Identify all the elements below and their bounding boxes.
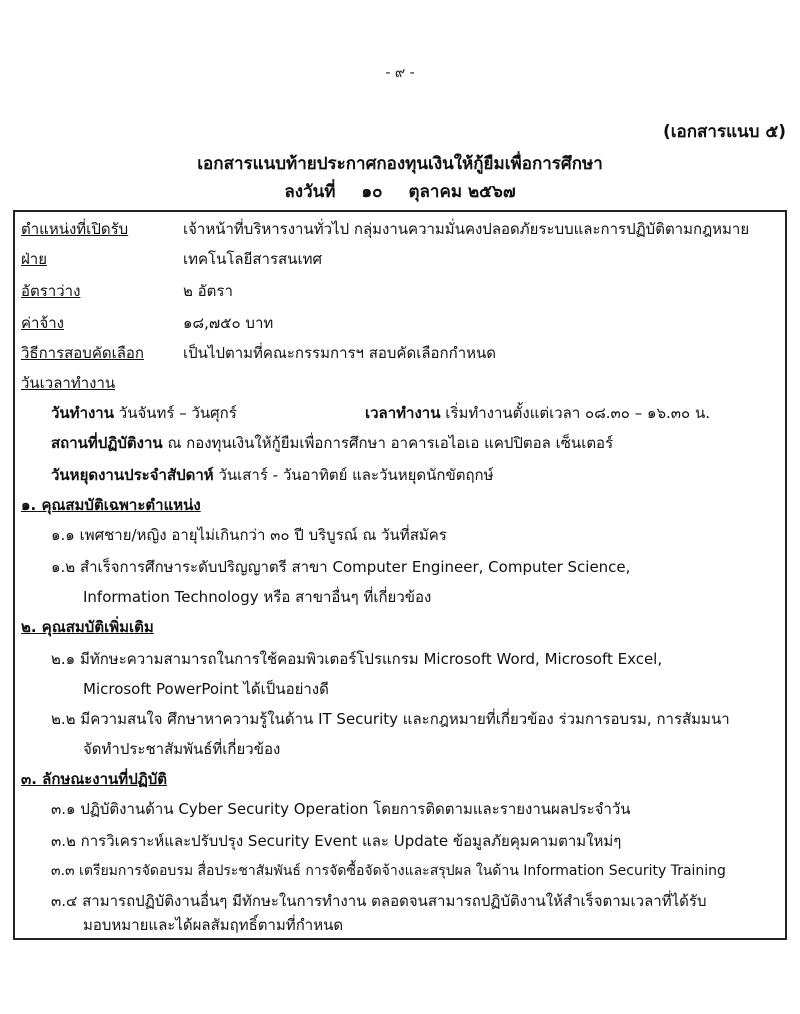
workdays-row (51, 400, 791, 426)
holiday-value: วันเสาร์ - วันอาทิตย์ และวันหยุดนักขัตฤกษ์ (218, 466, 494, 484)
section-2-item-2-cont: จัดทำประชาสัมพันธ์ที่เกี่ยวข้อง (83, 740, 281, 758)
document-date (0, 178, 800, 206)
document-title: เอกสารแนบท้ายประกาศกองทุนเงินให้กู้ยืมเพื่อการศึกษา (197, 154, 603, 174)
field-label: ตำแหน่งที่เปิดรับ (21, 220, 129, 238)
field-position (21, 216, 750, 242)
field-label: อัตราว่าง (21, 282, 81, 300)
section-3-item-4-cont: มอบหมายและได้ผลสัมฤทธิ์ตามที่กำหนด (83, 916, 344, 934)
section-3-heading: ๓. ลักษณะงานที่ปฏิบัติ (21, 770, 168, 788)
section-3-item-1: ๓.๑ ปฏิบัติงานด้าน Cyber Security Operation โดยการติดตามและรายงานผลประจำวัน (51, 800, 631, 818)
workdays-value: วันจันทร์ – วันศุกร์ (118, 404, 237, 422)
section-3-item-3: ๓.๓ เตรียมการจัดอบรม สื่อประชาสัมพันธ์ การจัดซื้อจัดจ้างและสรุปผล ในด้าน Information Security Training (51, 863, 726, 879)
worktime-value: เริ่มทำงานตั้งแต่เวลา ๐๘.๓๐ – ๑๖.๓๐ น. (445, 404, 711, 422)
section-2-item-1-cont: Microsoft PowerPoint ได้เป็นอย่างดี (83, 680, 329, 698)
section-2-item-1: ๒.๑ มีทักษะความสามารถในการใช้คอมพิวเตอร์โปรแกรม Microsoft Word, Microsoft Excel, (51, 650, 663, 668)
field-label: ฝ่าย (21, 250, 48, 268)
field-label: ค่าจ้าง (21, 314, 64, 332)
location-label: สถานที่ปฏิบัติงาน (51, 434, 163, 452)
field-value: เทคโนโลยีสารสนเทศ (183, 250, 322, 268)
worktime-label: เวลาทำงาน (365, 404, 441, 422)
date-prefix: ลงวันที่ (284, 182, 336, 202)
field-salary (21, 310, 274, 336)
page-number: - ๙ - (385, 65, 415, 81)
section-heading: วันเวลาทำงาน (21, 374, 116, 392)
working-hours-heading (21, 370, 115, 396)
section-2-heading: ๒. คุณสมบัติเพิ่มเติม (21, 618, 154, 636)
section-1-item-1: ๑.๑ เพศชาย/หญิง อายุไม่เกินกว่า ๓๐ ปี บริบูรณ์ ณ วันที่สมัคร (51, 526, 447, 544)
field-label: วิธีการสอบคัดเลือก (21, 344, 145, 362)
field-value: เป็นไปตามที่คณะกรรมการฯ สอบคัดเลือกกำหนด (183, 344, 497, 362)
job-details-box (13, 210, 787, 940)
workdays-label: วันทำงาน (51, 404, 114, 422)
field-selection-method (21, 340, 497, 366)
date-day: ๑๐ (361, 182, 383, 202)
worktime (365, 400, 710, 426)
location-row (51, 430, 613, 456)
section-3-item-2: ๓.๒ การวิเคราะห์และปรับปรุง Security Event และ Update ข้อมูลภัยคุมคามตามใหม่ๆ (51, 832, 622, 850)
field-department (21, 246, 322, 272)
field-vacancies (21, 278, 233, 304)
attachment-label: (เอกสารแนบ ๕) (662, 122, 786, 142)
date-month-year: ตุลาคม ๒๕๖๗ (408, 182, 516, 202)
section-1-item-2: ๑.๒ สำเร็จการศึกษาระดับปริญญาตรี สาขา Computer Engineer, Computer Science, (51, 558, 631, 576)
holiday-label: วันหยุดงานประจำสัปดาห์ (51, 466, 214, 484)
section-1-item-2-cont: Information Technology หรือ สาขาอื่นๆ ที่เกี่ยวข้อง (83, 588, 432, 606)
location-value: ณ กองทุนเงินให้กู้ยืมเพื่อการศึกษา อาคารเอไอเอ แคปปิตอล เซ็นเตอร์ (167, 434, 614, 452)
field-value: ๑๘,๗๕๐ บาท (183, 314, 274, 332)
section-3-item-4: ๓.๔ สามารถปฏิบัติงานอื่นๆ มีทักษะในการทำงาน ตลอดจนสามารถปฏิบัติงานให้สำเร็จตามเวลาที่ได้รับ (51, 892, 707, 910)
field-value: เจ้าหน้าที่บริหารงานทั่วไป กลุ่มงานความมั่นคงปลอดภัยระบบและการปฏิบัติตามกฎหมาย (183, 220, 750, 238)
section-2-item-2: ๒.๒ มีความสนใจ ศึกษาหาความรู้ในด้าน IT Security และกฎหมายที่เกี่ยวข้อง ร่วมการอบรม, การสัมมนา (51, 710, 730, 728)
section-1-heading: ๑. คุณสมบัติเฉพาะตำแหน่ง (21, 496, 201, 514)
field-value: ๒ อัตรา (183, 282, 233, 300)
holiday-row (51, 462, 494, 488)
